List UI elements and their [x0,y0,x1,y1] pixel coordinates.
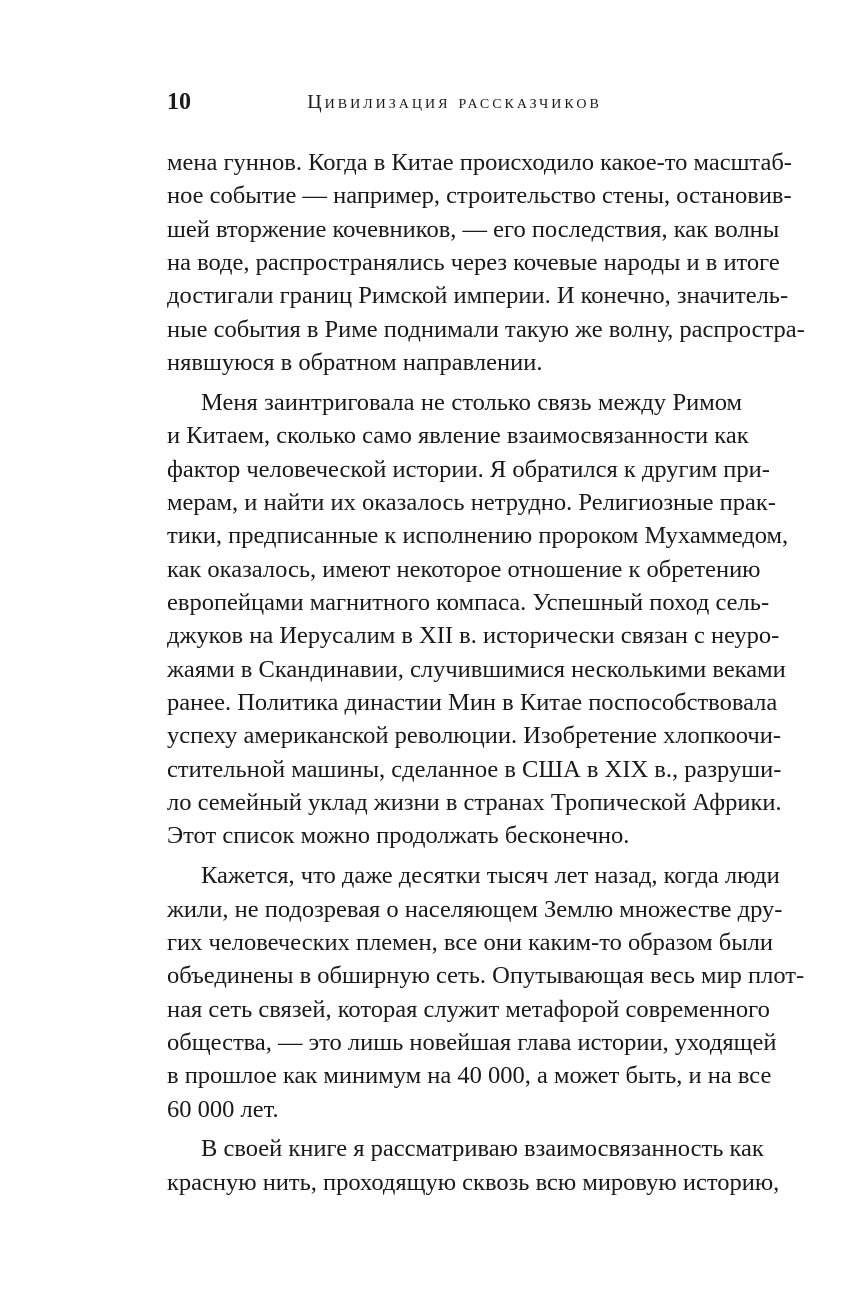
text-line: Кажется, что даже десятки тысяч лет назад, когда люди [201,862,780,890]
text-line: мена гуннов. Когда в Китае происходило какое-то масштаб- [167,149,792,176]
text-line: на воде, распространялись через кочевые народы и в итоге [167,249,780,277]
text-line: достигали границ Римской империи. И конечно, значитель- [167,282,789,310]
text-line: в прошлое как минимум на 40 000, а может быть, и на все [167,1062,772,1090]
running-title: Цивилизация рассказчиков [307,91,602,113]
paragraph-2 [167,386,789,853]
text-line: успеху американской революции. Изобретение хлопкоочи- [167,722,782,750]
text-line: В своей книге я рассматриваю взаимосвязанность как [201,1135,764,1163]
text-line: мерам, и найти их оказалось нетрудно. Религиозные прак- [167,488,776,516]
text-line: 60 000 лет. [167,1095,279,1123]
text-line: жаями в Скандинавии, случившимися несколькими веками [167,655,786,683]
text-line: стительной машины, сделанное в США в XIX в., разруши- [167,755,782,783]
text-line: и Китаем, сколько само явление взаимосвязанности как [167,422,749,450]
text-line: тики, предписанные к исполнению пророком Мухаммедом, [167,522,789,550]
text-line: европейцами магнитного компаса. Успешный поход сель- [167,588,770,616]
text-line: шей вторжение кочевников, — его последствия, как волны [167,215,780,243]
text-line: нявшуюся в обратном направлении. [167,349,543,377]
text-line: ное событие — например, строительство стены, остановив- [167,182,792,210]
text-line: джуков на Иерусалим в XII в. исторически связан с неуро- [167,622,780,650]
text-line: как оказалось, имеют некоторое отношение к обретению [167,555,761,583]
page-number: 10 [167,89,191,115]
text-line: красную нить, проходящую сквозь всю мировую историю, [167,1168,780,1196]
page-header [167,84,742,120]
paragraph-4 [167,1132,780,1199]
text-line: фактор человеческой истории. Я обратился к другим при- [167,455,770,483]
body-text [167,146,805,1199]
text-line: Этот список можно продолжать бесконечно. [167,822,630,850]
text-line: ранее. Политика династии Мин в Китае поспособствовала [167,689,778,716]
text-line: гих человеческих племен, все они каким-то образом были [167,928,774,956]
text-line: общества, — это лишь новейшая глава истории, уходящей [167,1028,777,1056]
text-line: жили, не подозревая о населяющем Землю множестве дру- [167,895,783,923]
text-line: ло семейный уклад жизни в странах Тропической Африки. [167,789,782,817]
text-line: ные события в Риме поднимали такую же волну, распростра- [167,315,805,343]
text-line: объединены в обширную сеть. Опутывающая весь мир плот- [167,962,805,990]
text-line: ная сеть связей, которая служит метафорой современного [167,995,770,1023]
text-line: Меня заинтриговала не столько связь между Римом [201,388,742,416]
paragraph-3 [167,859,805,1126]
paragraph-1 [167,146,805,379]
